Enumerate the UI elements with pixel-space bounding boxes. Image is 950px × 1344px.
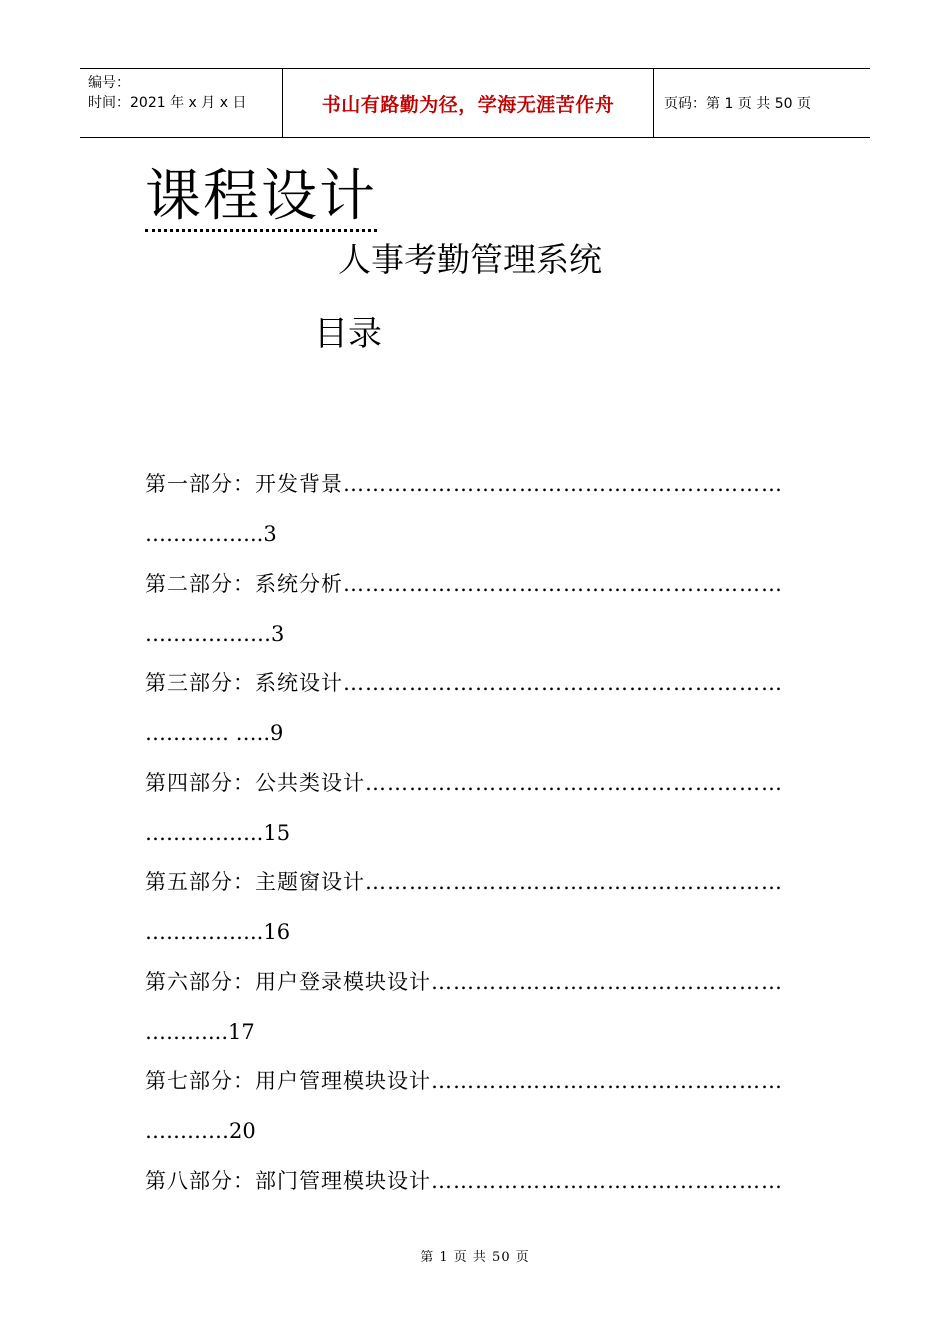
toc-heading: 目录 — [314, 314, 382, 354]
header-page-info — [654, 69, 870, 137]
toc-entry-title: 第二部分：系统分析…………………………………………………… — [145, 571, 783, 596]
toc-entry-page: ………………3 — [145, 621, 285, 646]
toc-entry-title: 第六部分：用户登录模块设计………………………………………… — [145, 969, 783, 994]
toc-entry[interactable] — [145, 1159, 825, 1259]
toc-entry[interactable] — [145, 1059, 825, 1159]
document-title: 课程设计 — [145, 165, 377, 232]
toc-entry-title: 第七部分：用户管理模块设计………………………………………… — [145, 1069, 783, 1093]
toc-entry-page: ………… …..9 — [145, 721, 284, 745]
toc-entry[interactable] — [145, 761, 825, 861]
toc-entry-title: 第一部分：开发背景…………………………………………………… — [145, 472, 783, 496]
page-info: 页码：第 1 页 共 50 页 — [664, 96, 811, 112]
header-motto-cell — [282, 69, 654, 137]
toc-entry[interactable] — [145, 462, 825, 562]
page-footer: 第 1 页 共 50 页 — [420, 1250, 530, 1265]
toc-entry-page: ……………..16 — [145, 920, 291, 944]
motto: 书山有路勤为径，学海无涯苦作舟 — [321, 93, 615, 116]
table-of-contents — [145, 462, 825, 1258]
toc-entry-page: …………20 — [145, 1119, 256, 1143]
number-label: 编号： — [88, 75, 130, 91]
toc-entry[interactable] — [145, 960, 825, 1060]
toc-entry[interactable] — [145, 860, 825, 960]
toc-entry-title: 第八部分：部门管理模块设计………………………………………… — [145, 1168, 783, 1193]
toc-entry-title: 第三部分：系统设计…………………………………………………… — [145, 671, 783, 695]
time-label: 时间：2021 年 x 月 x 日 — [88, 95, 247, 111]
toc-entry[interactable] — [145, 562, 825, 662]
header-meta — [80, 69, 282, 137]
toc-entry[interactable] — [145, 661, 825, 761]
toc-entry-page: ……………..15 — [145, 820, 291, 845]
page-header — [80, 68, 870, 138]
toc-entry-title: 第四部分：公共类设计………………………………………………… — [145, 770, 783, 795]
toc-entry-page: ……………..3 — [145, 522, 277, 546]
toc-entry-title: 第五部分：主题窗设计………………………………………………… — [145, 870, 783, 894]
toc-entry-page: ………...17 — [145, 1019, 255, 1044]
document-subtitle: 人事考勤管理系统 — [338, 240, 602, 279]
